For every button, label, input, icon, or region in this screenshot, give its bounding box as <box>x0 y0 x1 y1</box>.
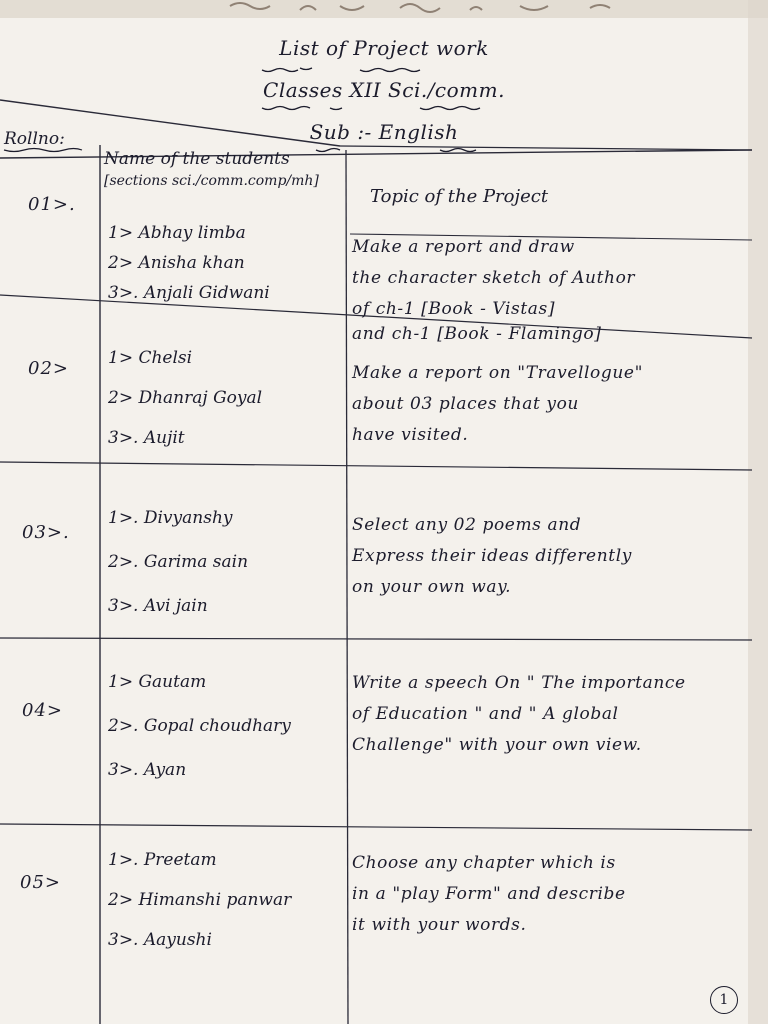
student-name: 2>. Gopal choudhary <box>108 716 291 736</box>
document-title: List of Project work <box>279 36 489 60</box>
topic-line: of ch-1 [Book - Vistas] <box>352 299 556 319</box>
roll-number: 03>. <box>22 522 70 543</box>
student-list <box>108 218 344 308</box>
rollno-header: Rollno: <box>4 129 65 149</box>
student-name: 3>. Anjali Gidwani <box>108 283 270 303</box>
roll-number: 05> <box>20 872 61 893</box>
topic-line: of Education " and " A global <box>352 704 619 724</box>
student-name: 3>. Aujit <box>108 428 185 448</box>
student-list <box>108 338 344 458</box>
student-name: 1> Abhay limba <box>108 223 246 243</box>
topic-line: Make a report and draw <box>352 237 575 257</box>
topic-line: about 03 places that you <box>352 394 579 414</box>
student-list <box>108 840 344 960</box>
project-topic <box>352 232 762 350</box>
student-name: 1> Chelsi <box>108 348 193 368</box>
topic-line: on your own way. <box>352 577 512 597</box>
topic-line: it with your words. <box>352 915 527 935</box>
student-name: 1>. Divyanshy <box>108 508 233 528</box>
name-header <box>104 148 319 192</box>
page-number: 1 <box>710 986 738 1014</box>
student-list <box>108 496 344 628</box>
topic-line: in a "play Form" and describe <box>352 884 626 904</box>
student-name: 2> Anisha khan <box>108 253 245 273</box>
name-header-line2: [sections sci./comm.comp/mh] <box>104 173 319 189</box>
student-name: 3>. Ayan <box>108 760 187 780</box>
student-list <box>108 660 344 792</box>
topic-line: Make a report on "Travellogue" <box>352 363 644 383</box>
student-name: 1> Gautam <box>108 672 207 692</box>
topic-line: Express their ideas differently <box>352 546 632 566</box>
name-header-line1: Name of the students <box>104 149 290 169</box>
student-name: 3>. Aayushi <box>108 930 212 950</box>
topic-line: Select any 02 poems and <box>352 515 582 535</box>
project-topic <box>352 358 762 451</box>
student-name: 2> Himanshi panwar <box>108 890 292 910</box>
roll-number: 02> <box>28 358 69 379</box>
topic-line: have visited. <box>352 425 469 445</box>
topic-header: Topic of the Project <box>370 186 549 207</box>
project-topic <box>352 668 762 761</box>
project-topic <box>352 848 762 941</box>
student-name: 1>. Preetam <box>108 850 217 870</box>
topic-line: and ch-1 [Book - Flamingo] <box>352 324 602 344</box>
student-name: 2> Dhanraj Goyal <box>108 388 263 408</box>
classes-line: Classes XII Sci./comm. <box>263 78 505 102</box>
topic-line: Choose any chapter which is <box>352 853 616 873</box>
project-topic <box>352 510 762 603</box>
topic-line: the character sketch of Author <box>352 268 636 288</box>
topic-line: Write a speech On " The importance <box>352 673 686 693</box>
topic-line: Challenge" with your own view. <box>352 735 642 755</box>
student-name: 3>. Avi jain <box>108 596 208 616</box>
subject-line: Sub :- English <box>309 120 459 144</box>
roll-number: 01>. <box>28 194 76 215</box>
student-name: 2>. Garima sain <box>108 552 249 572</box>
roll-number: 04> <box>22 700 63 721</box>
